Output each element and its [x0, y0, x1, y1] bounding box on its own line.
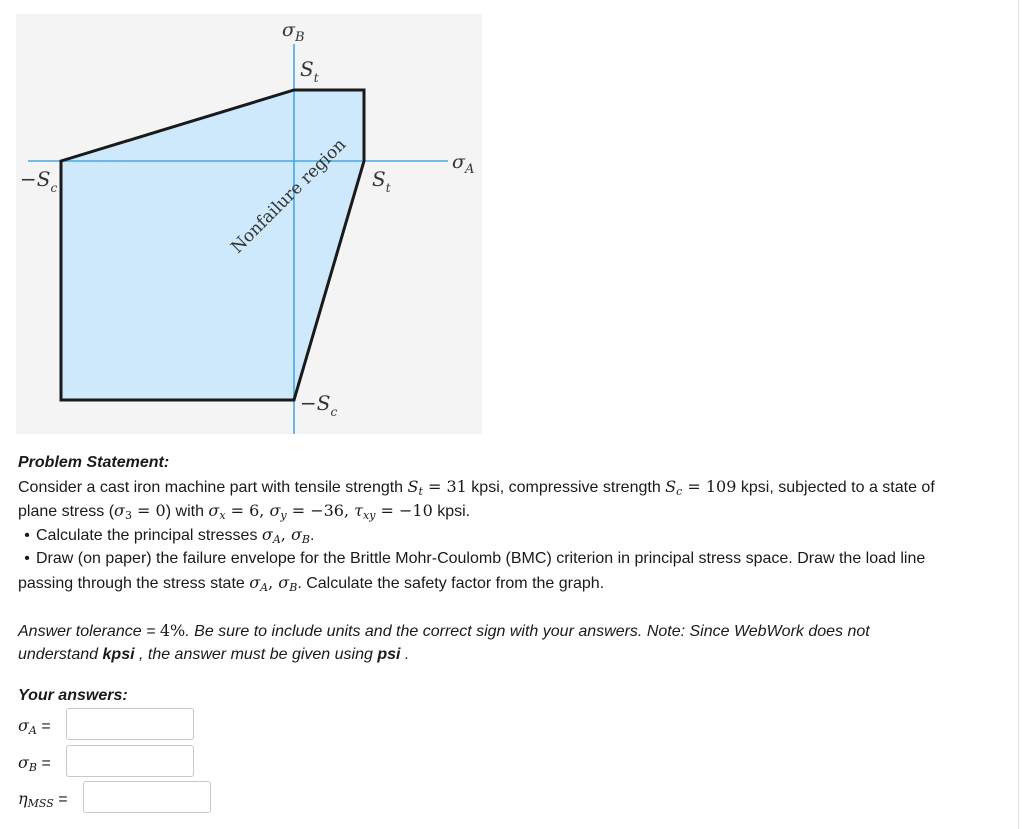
sigma-x-subscript: x	[219, 509, 226, 522]
text-span: ) with	[165, 503, 209, 520]
sigma3-symbol: σ	[114, 501, 125, 520]
sigma-b-answer-input[interactable]	[66, 745, 194, 777]
text-span: Answer tolerance =	[18, 623, 160, 640]
text-span: Draw (on paper) the failure envelope for the Brittle Mohr-Coulomb (BMC) criterion in principal stress space. Draw the load line	[36, 550, 926, 567]
tolerance-note-line-1	[18, 619, 1008, 644]
safety-factor-answer-input[interactable]	[83, 781, 211, 813]
text-span: kpsi.	[432, 503, 471, 520]
sigma-b-subscript: B	[28, 760, 38, 774]
safety-factor-answer-label	[18, 789, 68, 810]
nonfailure-region-label: Nonfailure region	[227, 134, 351, 258]
sc-subscript: c	[676, 485, 683, 498]
bullet-2-line-1	[18, 547, 1008, 571]
answers-heading: Your answers:	[18, 687, 128, 704]
sigma-b-symbol: σ	[290, 525, 302, 544]
sigma-a-answer-label	[18, 716, 51, 737]
tolerance-value: 4%	[159, 621, 186, 640]
text-span: .	[400, 646, 410, 663]
st-right-label: $S_t$	[372, 167, 391, 195]
sigma-a-symbol: σ	[249, 573, 261, 592]
equals-sign: =	[37, 754, 51, 772]
tau-xy-value: = −10	[375, 501, 433, 520]
sigma-a-subscript: A	[28, 723, 37, 737]
sigma-a-axis-label: $\sigma_A$	[452, 151, 475, 177]
sigma-b-subscript: B	[301, 533, 310, 546]
text-span: , the answer must be given using	[134, 646, 378, 663]
sc-value: = 109	[682, 477, 737, 496]
sigma-b-symbol: σ	[18, 752, 29, 772]
sc-symbol: S	[665, 477, 677, 496]
sigma-y-symbol: σ	[269, 501, 281, 520]
st-subscript: t	[418, 485, 423, 498]
neg-sc-left-label: $-S_c$	[20, 167, 58, 195]
sigma3-subscript: 3	[124, 509, 132, 522]
equals-sign: =	[53, 790, 68, 808]
sigma-a-symbol: σ	[18, 715, 29, 735]
sigma-x-symbol: σ	[208, 501, 220, 520]
sigma-y-subscript: y	[280, 509, 287, 522]
tolerance-note-line-2	[18, 643, 1008, 667]
eta-subscript: MSS	[27, 796, 54, 810]
text-span: kpsi, subjected to a state of	[736, 479, 935, 496]
bullet-2-line-2	[18, 571, 1008, 600]
problem-heading: Problem Statement:	[18, 454, 170, 471]
answer-row-sigma-b	[18, 745, 51, 781]
text-span: passing through the stress state	[18, 575, 250, 592]
text-span: . Be sure to include units and the correct sign with your answers. Note: Since WebWork does not	[185, 623, 870, 640]
eta-symbol: η	[18, 788, 28, 808]
text-span: . Calculate the safety factor from the graph.	[297, 575, 605, 592]
bullet-icon: •	[24, 527, 30, 544]
text-span: ,	[280, 525, 291, 544]
tau-xy-symbol: τ	[354, 501, 363, 520]
sigma-a-symbol: σ	[261, 525, 273, 544]
sigma-a-subscript: A	[260, 581, 269, 594]
psi-emphasis: psi	[377, 646, 401, 663]
st-symbol: S	[407, 477, 419, 496]
answer-row-safety-factor	[18, 781, 68, 817]
tau-xy-subscript: xy	[363, 509, 376, 522]
text-span: kpsi, compressive strength	[466, 479, 666, 496]
answer-row-sigma-a	[18, 708, 51, 744]
text-span: Calculate the principal stresses	[36, 527, 262, 544]
st-value: = 31	[422, 477, 467, 496]
bmc-failure-envelope-figure	[16, 14, 482, 434]
sigma-b-symbol: σ	[278, 573, 290, 592]
neg-sc-bottom-label: $-S_c$	[300, 391, 338, 419]
text-span: Consider a cast iron machine part with tensile strength	[18, 479, 408, 496]
text-span: understand	[18, 646, 103, 663]
sigma-a-answer-input[interactable]	[66, 708, 194, 740]
text-span: ,	[268, 573, 279, 592]
text-span: .	[309, 527, 315, 544]
sigma3-value: = 0	[131, 501, 166, 520]
equals-sign: =	[36, 717, 51, 735]
text-span: plane stress (	[18, 503, 115, 520]
sigma-b-axis-label: $\sigma_B$	[282, 19, 305, 45]
st-top-label: $S_t$	[300, 57, 319, 85]
sigma-x-value: = 6,	[225, 501, 270, 520]
kpsi-emphasis: kpsi	[102, 646, 135, 663]
sigma-y-value: = −36,	[286, 501, 355, 520]
sigma-a-subscript: A	[272, 533, 281, 546]
bullet-icon: •	[24, 550, 30, 567]
sigma-b-answer-label	[18, 753, 51, 774]
sigma-b-subscript: B	[289, 581, 298, 594]
